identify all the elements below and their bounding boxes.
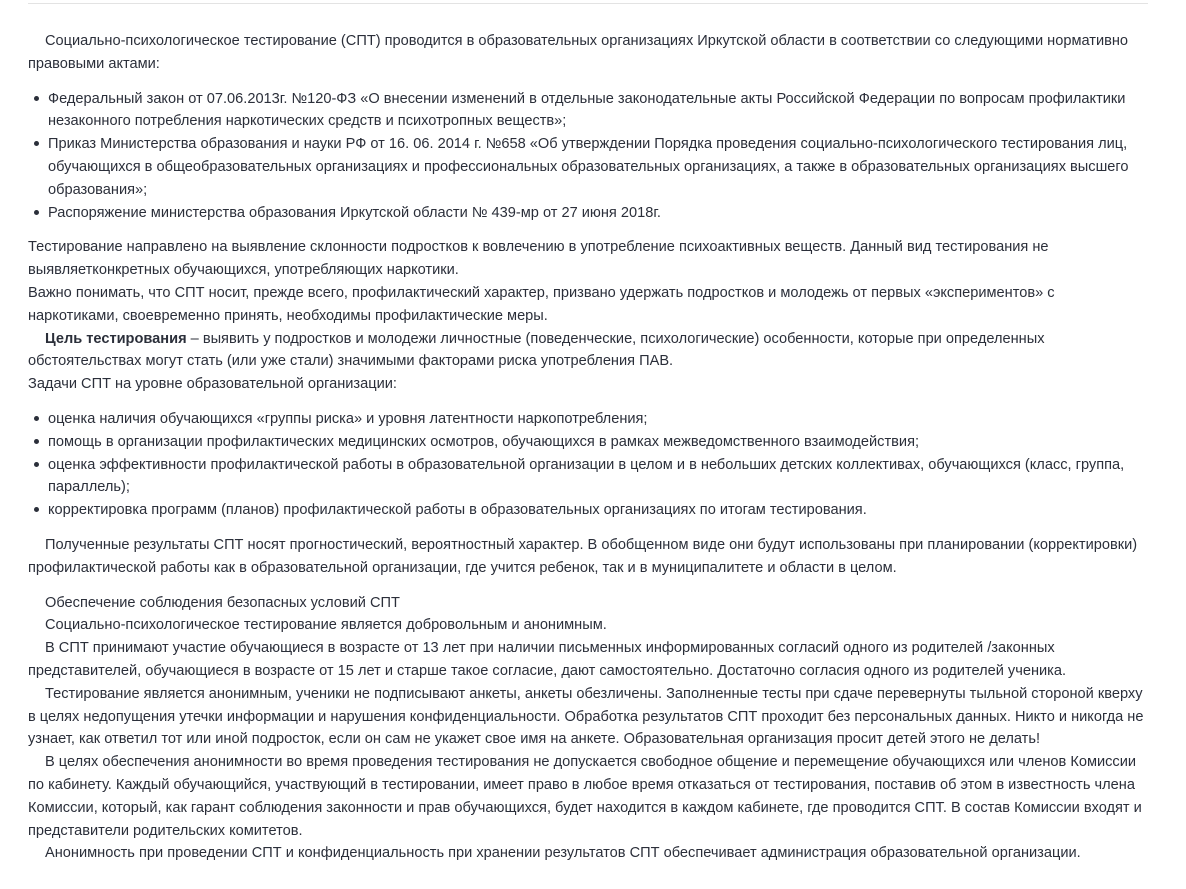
safety-heading: Обеспечение соблюдения безопасных условий СПТ <box>45 594 400 611</box>
goal-paragraph <box>28 328 1148 374</box>
direction-paragraph: Тестирование направлено на выявление склонности подростков к вовлечению в употребление психоактивных веществ. Данный вид тестирования не выявляетконкретных обучающихся, употребляющих наркотики. <box>28 239 1049 279</box>
important-paragraph: Важно понимать, что СПТ носит, прежде всего, профилактический характер, призвано удержать подростков и молодежь от первых «экспериментов» с наркотиками, своевременно принять, необходимы профилактические меры. <box>28 284 1055 324</box>
commission-paragraph: В целях обеспечения анонимности во время проведения тестирования не допускается свободное общение и перемещение обучающихся или членов Комиссии по кабинету. Каждый обучающийся, участвующий в тестировании, имеет право в любое время отказаться от тестирования, поставив об этом в известность члена Комиссии, который, как гарант соблюдения законности и прав обучающихся, будет находится в каждом кабинете, где проводится СПТ. В состав Комиссии входят и представители родительских комитетов. <box>28 754 1142 839</box>
intro-paragraph: Социально-психологическое тестирование (СПТ) проводится в образовательных организациях Иркутской области в соответствии со следующими нормативно правовыми актами: <box>28 33 1129 72</box>
list-item: Федеральный закон от 07.06.2013г. №120-ФЗ «О внесении изменений в отдельные законодательные акты Российской Федерации по вопросам профилактики незаконного потребления наркотических средств и психотропных веществ»; <box>28 88 1148 134</box>
voluntary-paragraph: Социально-психологическое тестирование является добровольным и анонимным. <box>45 617 607 634</box>
tasks-heading: Задачи СПТ на уровне образовательной организации: <box>28 376 397 393</box>
list-item: оценка наличия обучающихся «группы риска» и уровня латентности наркопотребления; <box>28 408 1148 431</box>
list-item: помощь в организации профилактических медицинских осмотров, обучающихся в рамках межведомственного взаимодействия; <box>28 431 1148 454</box>
age-paragraph: В СПТ принимают участие обучающиеся в возрасте от 13 лет при наличии письменных информированных согласий одного из родителей /законных представителей, обучающиеся в возрасте от 15 лет и старше такое согласие, дают самостоятельно. Достаточно согласия одного из родителей ученика. <box>28 640 1067 679</box>
list-item: оценка эффективности профилактической работы в образовательной организации в целом и в небольших детских коллективах, обучающихся (класс, группа, параллель); <box>28 454 1148 500</box>
list-item: Распоряжение министерства образования Иркутской области № 439-мр от 27 июня 2018г. <box>28 202 1148 225</box>
anonymity-paragraph: Тестирование является анонимным, ученики не подписывают анкеты, анкеты обезличены. Заполненные тесты при сдаче перевернуты тыльной стороной кверху в целях недопущения утечки информации и нарушения конфиденциальности. Обработка результатов СПТ проходит без персональных данных. Никто и никогда не узнает, как ответил тот или иной подросток, если он сам не укажет свое имя на анкете. Образовательная организация просит детей этого не делать! <box>28 685 1144 748</box>
goal-label: Цель тестирования <box>45 330 187 347</box>
results-paragraph: Полученные результаты СПТ носят прогностический, вероятностный характер. В обобщенном виде они будут использованы при планировании (корректировки) профилактической работы как в образовательной организации, где учится ребенок, так и в муниципалитете и области в целом. <box>28 536 1138 576</box>
list-item: корректировка программ (планов) профилактической работы в образовательных организациях по итогам тестирования. <box>28 499 1148 522</box>
tasks-list <box>28 408 1148 522</box>
legal-acts-list <box>28 88 1148 225</box>
article-body <box>28 30 1148 865</box>
administration-paragraph: Анонимность при проведении СПТ и конфиденциальность при хранении результатов СПТ обеспечивает администрация образовательной организации. <box>45 845 1081 862</box>
list-item: Приказ Министерства образования и науки РФ от 16. 06. 2014 г. №658 «Об утверждении Порядка проведения социально-психологического тестирования лиц, обучающихся в общеобразовательных организациях и профессиональных образовательных организациях, а также в образовательных организациях высшего образования»; <box>28 133 1148 201</box>
top-divider <box>28 3 1148 4</box>
goal-text: – выявить у подростков и молодежи личностные (поведенческие, психологические) особенности, которые при определенных обстоятельствах могут стать (или уже стали) значимыми факторами риска употребления ПАВ. <box>28 330 1045 370</box>
